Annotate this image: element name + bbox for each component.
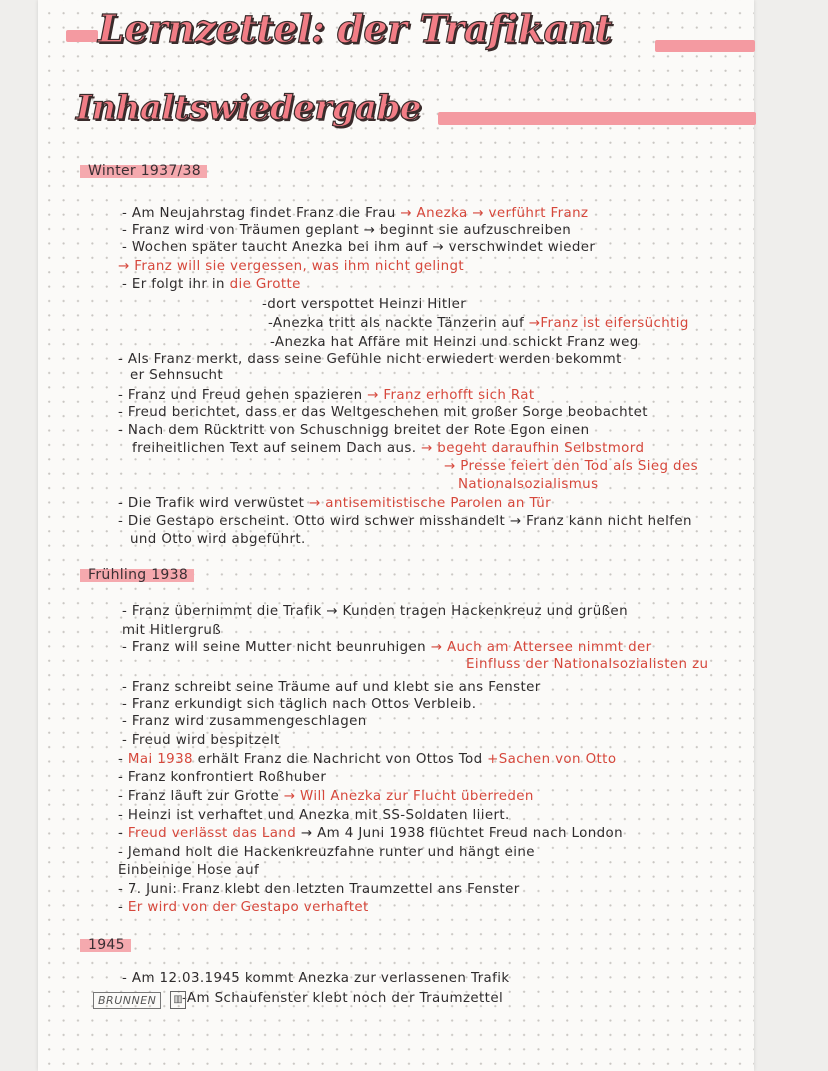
note-text-red: die Grotte <box>229 277 301 292</box>
note-text: -Anezka tritt als nackte Tänzerin auf <box>268 316 529 331</box>
note-line <box>122 714 367 730</box>
note-text: - Franz schreibt seine Träume auf und klebt sie ans Fenster <box>122 680 541 695</box>
note-text-red: → antisemitistische Parolen an Tür <box>308 496 551 511</box>
note-line <box>118 845 535 861</box>
note-line <box>122 971 509 987</box>
note-text: - Franz und Freud gehen spazieren <box>118 388 368 403</box>
note-line <box>122 277 301 293</box>
note-text-red: → Will Anezka zur Flucht überreden <box>283 789 534 804</box>
note-line <box>118 514 692 530</box>
note-line <box>122 240 595 256</box>
section-heading: 1945 <box>80 936 131 954</box>
subtitle-highlight <box>438 112 756 125</box>
note-line <box>118 882 520 898</box>
note-text: - Franz übernimmt die Trafik → Kunden tragen Hackenkreuz und grüßen <box>122 604 628 619</box>
note-line <box>118 789 534 805</box>
note-text-red: Mai 1938 <box>127 752 193 767</box>
note-text: - Franz läuft zur Grotte <box>118 789 284 804</box>
note-text-red: → Anezka → verführt Franz <box>400 206 589 221</box>
note-text: - <box>118 826 128 841</box>
note-text-red: Nationalsozialismus <box>458 477 599 492</box>
note-text: - Franz wird von Träumen geplant → beginnt sie aufzuschreiben <box>122 223 572 238</box>
note-text: -dort verspottet Heinzi Hitler <box>262 297 467 312</box>
note-line <box>132 441 644 457</box>
note-line <box>118 352 622 368</box>
note-line <box>118 770 326 786</box>
page-subtitle: Inhaltswiedergabe <box>76 88 421 128</box>
note-text: -Anezka hat Affäre mit Heinzi und schickt Franz weg <box>270 335 639 350</box>
note-line <box>118 496 551 512</box>
note-line <box>122 623 221 639</box>
note-text: - Als Franz merkt, dass seine Gefühle nicht erwiedert werden bekommt <box>118 352 622 367</box>
note-line <box>130 368 223 384</box>
note-line <box>270 335 639 351</box>
note-text: - Franz will seine Mutter nicht beunruhigen <box>122 640 431 655</box>
note-text-red: →Franz ist eifersüchtig <box>528 316 689 331</box>
note-line <box>262 297 466 313</box>
note-text-red: Freud verlässt das Land <box>127 826 297 841</box>
note-line <box>182 991 503 1007</box>
note-line <box>122 680 541 696</box>
section-heading: Winter 1937/38 <box>80 162 207 180</box>
note-text: - Heinzi ist verhaftet und Anezka mit SS-Soldaten liiert. <box>118 808 510 823</box>
note-text-red: Einfluss der Nationalsozialisten zu <box>466 657 709 672</box>
note-line <box>458 477 598 493</box>
note-text: → Am 4 Juni 1938 flüchtet Freud nach London <box>296 826 624 841</box>
note-text: - Er folgt ihr in <box>122 277 230 292</box>
note-line <box>118 423 589 439</box>
note-text: -Am Schaufenster klebt noch der Traumzettel <box>182 991 504 1006</box>
note-text-red: → Presse feiert den Tod als Sieg des <box>444 459 698 474</box>
note-text: - Franz konfrontiert Roßhuber <box>118 770 327 785</box>
note-text: - Franz erkundigt sich täglich nach Ottos Verbleib. <box>122 697 477 712</box>
note-line <box>118 826 623 842</box>
title-highlight-right <box>655 40 755 52</box>
note-text-red: → Franz erhofft sich Rat <box>367 388 535 403</box>
note-text: - <box>118 752 128 767</box>
note-line <box>122 697 476 713</box>
note-line <box>118 259 464 275</box>
brunnen-logo: BRUNNEN <box>93 992 161 1009</box>
note-text: Einbeinige Hose auf <box>118 863 260 878</box>
note-text-red: → Auch am Attersee nimmt der <box>430 640 652 655</box>
note-text: - Freud wird bespitzelt <box>122 733 280 748</box>
brunnen-mark-icon: ▥ <box>170 991 186 1009</box>
note-line <box>122 604 628 620</box>
note-line <box>118 405 648 421</box>
note-text: - Am 12.03.1945 kommt Anezka zur verlassenen Trafik <box>122 971 510 986</box>
note-text-red: → begeht daraufhin Selbstmord <box>421 441 645 456</box>
note-line <box>130 532 306 548</box>
note-line <box>466 657 708 673</box>
note-text-red: → Franz will sie vergessen, was ihm nicht gelingt <box>118 259 465 274</box>
note-text: - Freud berichtet, dass er das Weltgeschehen mit großer Sorge beobachtet <box>118 405 648 420</box>
note-text: freiheitlichen Text auf seinem Dach aus. <box>132 441 422 456</box>
note-text-red: Er wird von der Gestapo verhaftet <box>127 900 369 915</box>
note-text: er Sehnsucht <box>130 368 224 383</box>
note-line <box>268 316 689 332</box>
note-text: - Franz wird zusammengeschlagen <box>122 714 367 729</box>
note-line <box>122 223 571 239</box>
note-line <box>118 388 535 404</box>
note-line <box>444 459 698 475</box>
note-text: - Die Trafik wird verwüstet <box>118 496 309 511</box>
note-text: erhält Franz die Nachricht von Ottos Tod <box>192 752 488 767</box>
note-text: - Die Gestapo erscheint. Otto wird schwer misshandelt → Franz kann nicht helfen <box>118 514 692 529</box>
section-heading: Frühling 1938 <box>80 566 194 584</box>
note-text: - Am Neujahrstag findet Franz die Frau <box>122 206 401 221</box>
note-text: - Jemand holt die Hackenkreuzfahne runter und hängt eine <box>118 845 535 860</box>
note-text-red: +Sachen von Otto <box>487 752 617 767</box>
title-highlight-left <box>66 30 98 42</box>
note-line <box>118 900 369 916</box>
note-line <box>122 640 652 656</box>
note-text: - 7. Juni: Franz klebt den letzten Traumzettel ans Fenster <box>118 882 520 897</box>
note-text: - <box>118 900 128 915</box>
note-line <box>118 863 259 879</box>
note-line <box>118 808 510 824</box>
note-text: - Nach dem Rücktritt von Schuschnigg breitet der Rote Egon einen <box>118 423 590 438</box>
note-text: und Otto wird abgeführt. <box>130 532 306 547</box>
note-line <box>118 752 616 768</box>
note-text: - Wochen später taucht Anezka bei ihm auf → verschwindet wieder <box>122 240 596 255</box>
note-line <box>122 733 280 749</box>
page-title: Lernzettel: der Trafikant <box>98 6 612 51</box>
note-line <box>122 206 588 222</box>
note-text: mit Hitlergruß <box>122 623 222 638</box>
